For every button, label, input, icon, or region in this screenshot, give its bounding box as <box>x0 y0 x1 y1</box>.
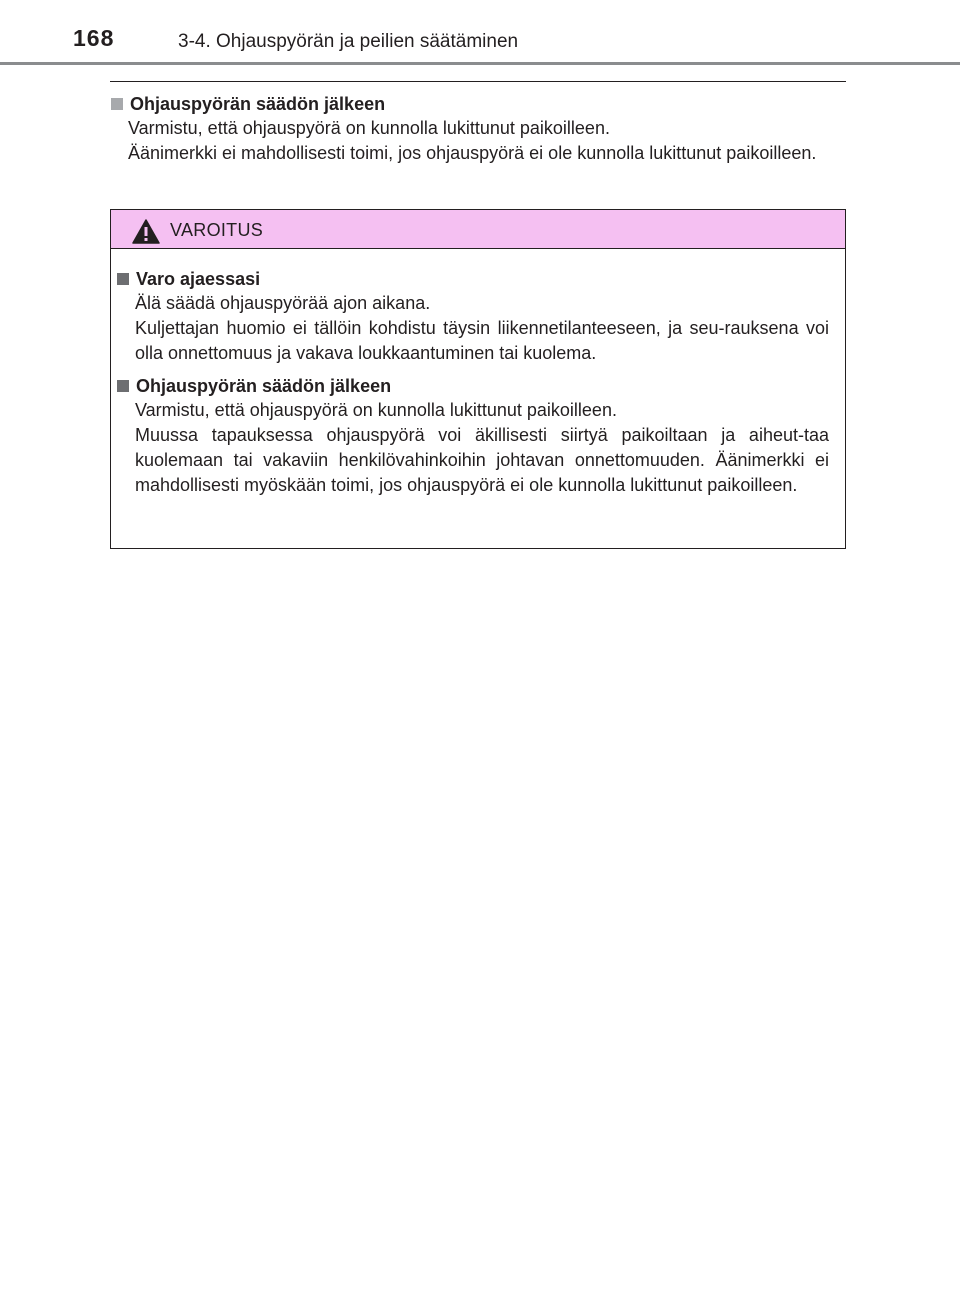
warning-triangle-icon <box>132 219 160 244</box>
intro-heading <box>110 92 840 116</box>
warning-item-paragraph: Muussa tapauksessa ohjauspyörä voi äkillisesti siirtyä paikoiltaan ja aiheut-taa kuolemaan tai vakaviin henkilövahinkoihin johtavan onnettomuuden. Äänimerkki ei mahdollisesti myöskään toimi, jos ohjauspyörä ei ole kunnolla lukittunut paikoilleen. <box>135 425 829 495</box>
warning-box <box>110 209 846 549</box>
warning-item-paragraph: Älä säädä ohjauspyörää ajon aikana. <box>135 293 431 313</box>
warning-item-heading-text: Ohjauspyörän säädön jälkeen <box>136 376 392 396</box>
intro-section <box>110 92 840 166</box>
warning-body <box>111 249 845 498</box>
warning-item <box>116 267 829 366</box>
header-divider <box>0 62 960 65</box>
warning-item-heading <box>116 374 829 398</box>
intro-paragraph-1: Varmistu, että ohjauspyörä on kunnolla lukittunut paikoilleen. <box>128 118 610 138</box>
warning-item-paragraph: Kuljettajan huomio ei tällöin kohdistu täysin liikennetilanteeseen, ja seu-rauksena voi olla onnettomuus ja vakava loukkaantuminen tai kuolema. <box>135 318 829 363</box>
intro-heading-text: Ohjauspyörän säädön jälkeen <box>130 94 386 114</box>
square-bullet-icon <box>111 98 123 110</box>
square-bullet-icon <box>117 380 129 392</box>
warning-item <box>116 374 829 498</box>
warning-item-heading <box>116 267 829 291</box>
intro-paragraph-2: Äänimerkki ei mahdollisesti toimi, jos ohjauspyörä ei ole kunnolla lukittunut paikoilleen. <box>128 143 817 163</box>
page-number: 168 <box>73 25 115 51</box>
square-bullet-icon <box>117 273 129 285</box>
section-title: 3-4. Ohjauspyörän ja peilien säätäminen <box>178 31 519 52</box>
content-divider <box>110 81 846 82</box>
warning-item-heading-text: Varo ajaessasi <box>136 269 261 289</box>
warning-title: VAROITUS <box>170 220 264 240</box>
warning-header <box>111 210 845 249</box>
warning-item-paragraph: Varmistu, että ohjauspyörä on kunnolla lukittunut paikoilleen. <box>135 400 617 420</box>
